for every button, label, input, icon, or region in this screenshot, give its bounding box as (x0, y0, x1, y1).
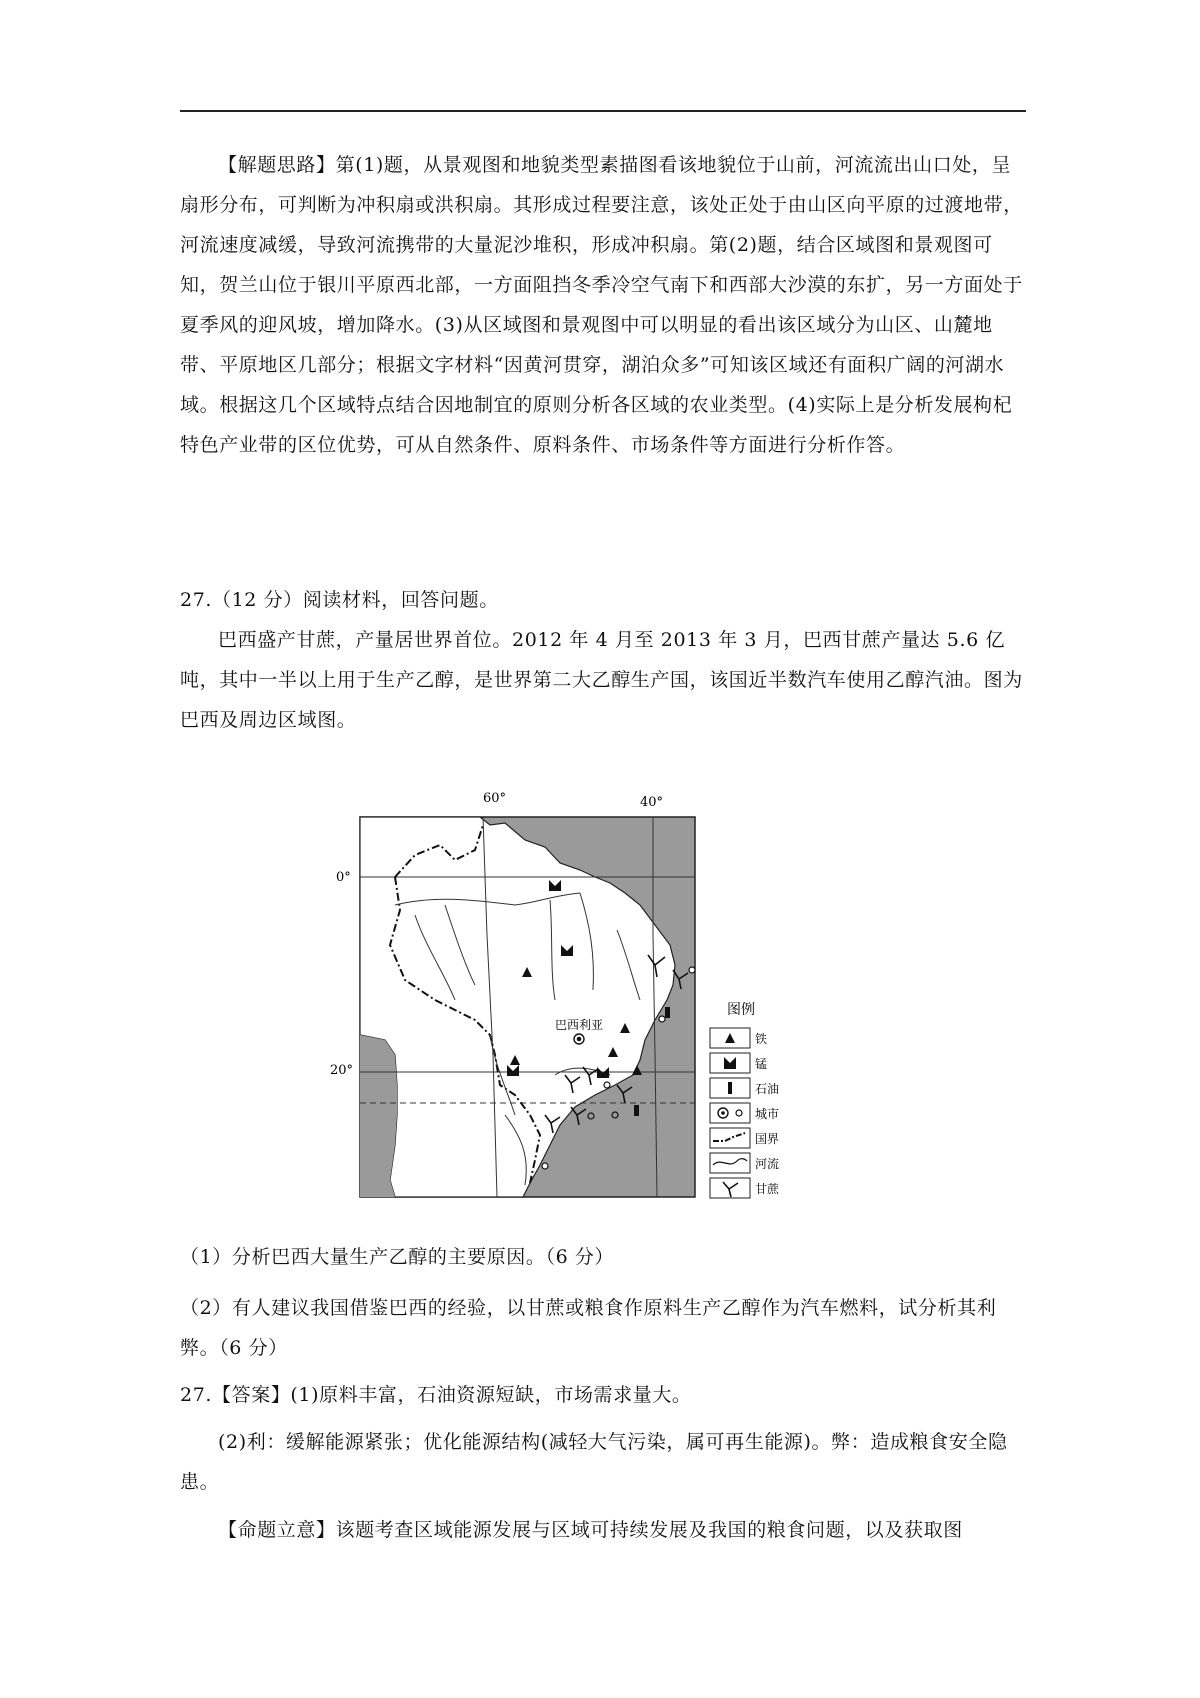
legend-border: 国界 (755, 1132, 780, 1146)
legend-oil: 石油 (755, 1082, 780, 1096)
legend-manganese: 锰 (755, 1057, 768, 1071)
question-27-1: （1）分析巴西大量生产乙醇的主要原因。（6 分） (180, 1246, 615, 1268)
lat-label-0: 0° (336, 870, 351, 885)
brazil-region-map (330, 785, 875, 1215)
map-legend (710, 1002, 780, 1198)
lon-label-40: 40° (640, 795, 664, 810)
lat-label-20: 20° (330, 1063, 354, 1078)
legend-river: 河流 (755, 1157, 780, 1171)
legend-title: 图例 (727, 1002, 755, 1018)
city-label-brasilia: 巴西利亚 (555, 1018, 604, 1032)
answer-27-1: 27.【答案】(1)原料丰富，石油资源短缺，市场需求量大。 (180, 1384, 692, 1406)
question-27-material: 巴西盛产甘蔗，产量居世界首位。2012 年 4 月至 2013 年 3 月，巴西甘蔗产量达 5.6 亿吨，其中一半以上用于生产乙醇，是世界第二大乙醇生产国，该国近半数汽车使用乙醇汽油。图为巴西及周边区域图。 (180, 629, 1023, 731)
solution-approach-paragraph: 【解题思路】第(1)题，从景观图和地貌类型素描图看该地貌位于山前，河流流出山口处，呈扇形分布，可判断为冲积扇或洪积扇。其形成过程要注意，该处正处于由山区向平原的过渡地带，河流速度减缓，导致河流携带的大量泥沙堆积，形成冲积扇。第(2)题，结合区域图和景观图可知，贺兰山位于银川平原西北部，一方面阻挡冬季冷空气南下和西部大沙漠的东扩，另一方面处于夏季风的迎风坡，增加降水。(3)从区域图和景观图中可以明显的看出该区域分为山区、山麓地带、平原地区几部分；根据文字材料“因黄河贯穿，湖泊众多”可知该区域还有面积广阔的河湖水域。根据这几个区域特点结合因地制宜的原则分析各区域的农业类型。(4)实际上是分析发展枸杞特色产业带的区位优势，可从自然条件、原料条件、市场条件等方面进行分析作答。 (180, 154, 1023, 456)
legend-sugarcane: 甘蔗 (755, 1182, 780, 1196)
answer-27-2: (2)利：缓解能源紧张；优化能源结构(减轻大气污染，属可再生能源)。弊：造成粮食安全隐患。 (180, 1431, 1008, 1493)
intent-paragraph: 【命题立意】该题考查区域能源发展与区域可持续发展及我国的粮食问题，以及获取图 (218, 1519, 963, 1541)
header-rule (180, 110, 1026, 112)
lon-label-60: 60° (483, 791, 507, 806)
map-frame (360, 817, 695, 1197)
question-27-header: 27.（12 分）阅读材料，回答问题。 (180, 589, 499, 611)
question-27-2: （2）有人建议我国借鉴巴西的经验，以甘蔗或粮食作原料生产乙醇作为汽车燃料，试分析其利弊。（6 分） (180, 1297, 997, 1359)
legend-city: 城市 (755, 1107, 780, 1121)
legend-iron: 铁 (755, 1032, 768, 1046)
